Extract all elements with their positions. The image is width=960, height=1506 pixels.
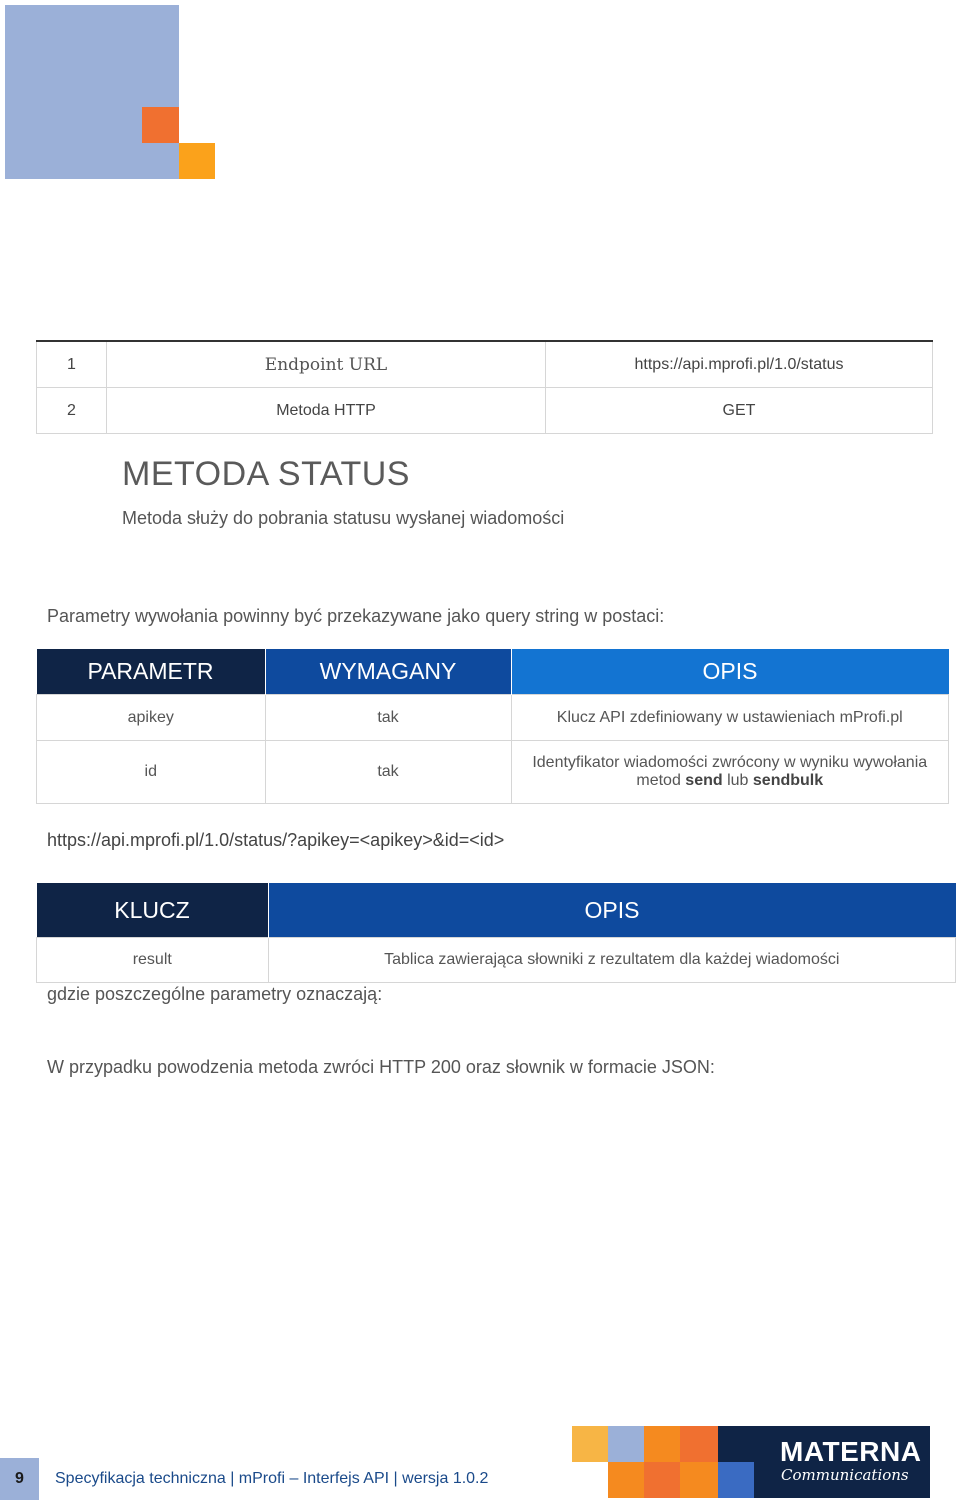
table-header-row (37, 649, 949, 695)
key-desc: Tablica zawierająca słowniki z rezultatem dla każdej wiadomości (268, 938, 956, 983)
table-header-row (37, 883, 956, 938)
header-wymagany: WYMAGANY (265, 649, 511, 695)
decor-square-blue (5, 5, 179, 179)
page-number: 9 (0, 1458, 39, 1500)
table-row (36, 342, 933, 388)
param-desc (511, 741, 949, 804)
materna-logo: MATERNA (780, 1436, 922, 1467)
desc-bold-sendbulk: sendbulk (752, 772, 824, 789)
footer-decor-block (572, 1426, 608, 1462)
materna-logo-sub: Communications (781, 1466, 909, 1484)
header-opis: OPIS (268, 883, 956, 938)
keys-note: gdzie poszczególne parametry oznaczają: (47, 984, 383, 1004)
footer-decor-block (644, 1462, 680, 1498)
row-number: 1 (37, 342, 107, 387)
desc-text: lub (722, 772, 753, 789)
example-url: https://api.mprofi.pl/1.0/status/?apikey=<apikey>&id=<id> (47, 830, 505, 850)
page-subtitle: Metoda służy do pobrania statusu wysłanej wiadomości (122, 508, 565, 528)
header-opis: OPIS (511, 649, 949, 695)
table-row (36, 388, 933, 434)
header-klucz: KLUCZ (37, 883, 269, 938)
success-text: W przypadku powodzenia metoda zwróci HTTP 200 oraz słownik w formacie JSON: (47, 1057, 715, 1077)
row-label: Metoda HTTP (107, 388, 546, 433)
param-desc: Klucz API zdefiniowany w ustawieniach mProfi.pl (511, 695, 949, 741)
param-name: apikey (37, 695, 266, 741)
footer-decor-block (608, 1426, 644, 1462)
endpoint-url: https://api.mprofi.pl/1.0/status (634, 355, 844, 373)
decor-square-orange (179, 143, 215, 179)
key-name: result (37, 938, 269, 983)
params-intro: Parametry wywołania powinny być przekazywane jako query string w postaci: (47, 606, 665, 626)
desc-bold-send: send (685, 772, 723, 789)
table-row (37, 741, 949, 804)
param-required: tak (265, 741, 511, 804)
param-desc-line1: Identyfikator wiadomości zwrócony w wyniku wywołania (532, 754, 928, 771)
footer-decor-block (680, 1462, 718, 1498)
table-row (37, 938, 956, 983)
row-number: 2 (37, 388, 107, 433)
keys-table (36, 883, 956, 983)
footer-decor-block (680, 1426, 718, 1462)
footer-decor-block (644, 1426, 680, 1462)
footer-decor-block (718, 1462, 754, 1498)
footer-text: Specyfikacja techniczna | mProfi – Interfejs API | wersja 1.0.2 (55, 1470, 489, 1487)
table-row (37, 695, 949, 741)
decor-square-red (142, 107, 179, 143)
footer-decor-block (608, 1462, 644, 1498)
http-method: GET (722, 401, 756, 419)
param-desc-line2 (522, 772, 939, 790)
page-title: METODA STATUS (122, 455, 410, 493)
params-table (36, 649, 949, 804)
desc-text: metod (636, 772, 686, 789)
param-required: tak (265, 695, 511, 741)
header-parametr: PARAMETR (37, 649, 266, 695)
row-label: Endpoint URL (107, 342, 546, 387)
endpoint-table (36, 340, 933, 434)
param-name: id (37, 741, 266, 804)
